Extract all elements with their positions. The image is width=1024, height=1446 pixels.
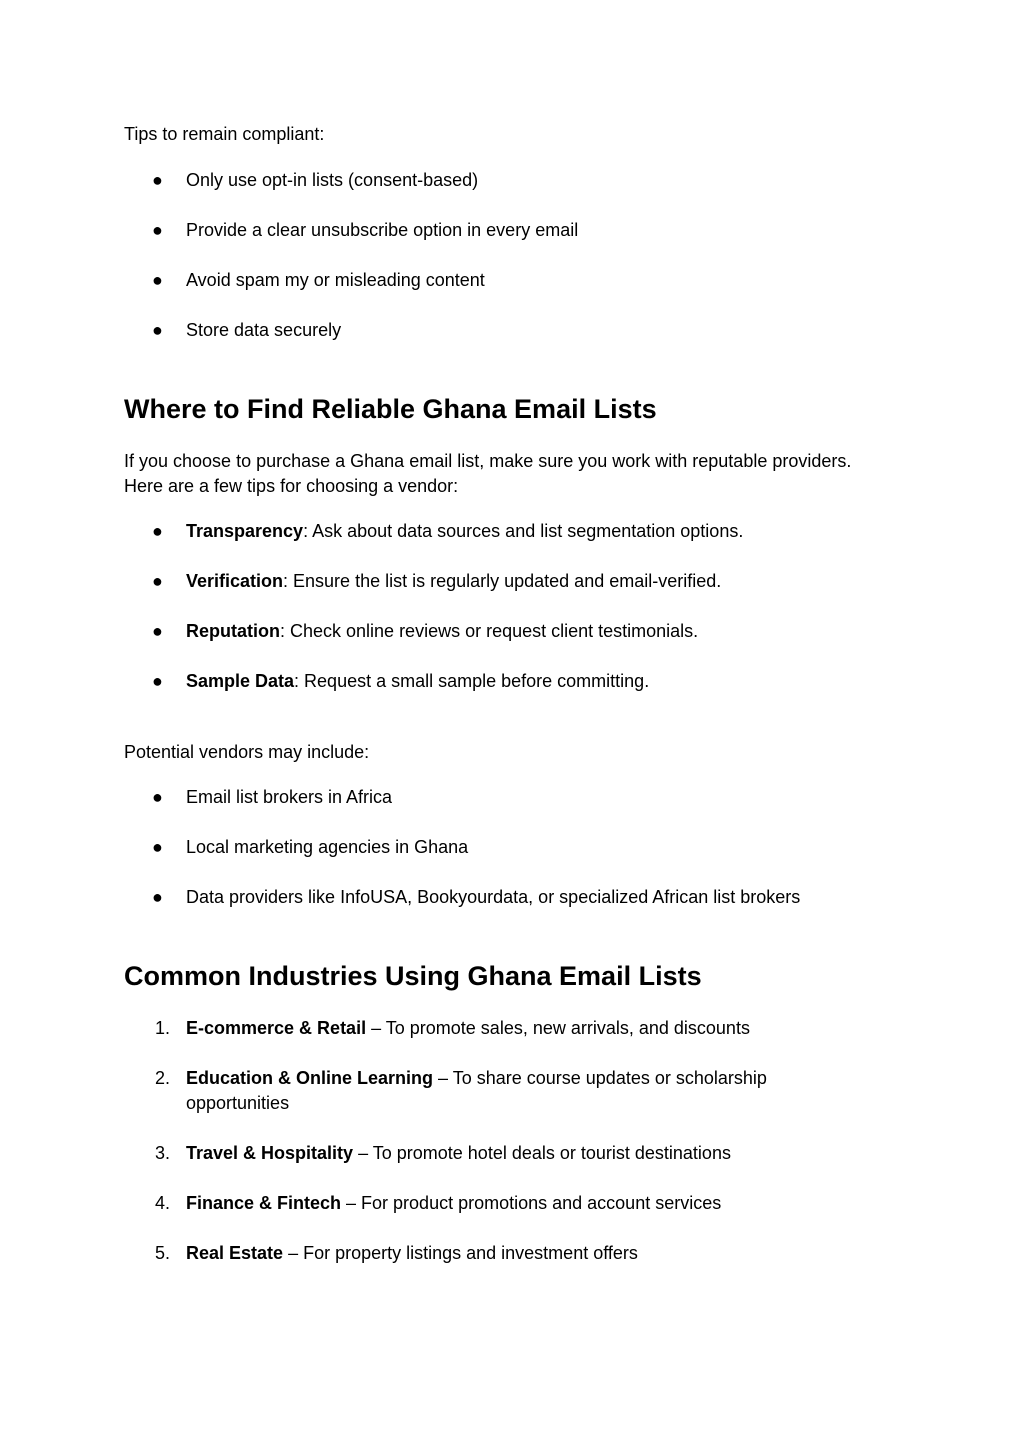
term-description: : Ask about data sources and list segmentation options. [303, 521, 744, 541]
term-description: : Request a small sample before committing. [294, 671, 650, 691]
list-item-text: Local marketing agencies in Ghana [186, 837, 469, 857]
list-item-text: Store data securely [186, 320, 342, 340]
bullet-icon: ● [152, 320, 163, 340]
section-heading: Where to Find Reliable Ghana Email Lists [124, 394, 657, 424]
list-item-text: Avoid spam my or misleading content [186, 270, 485, 290]
body-paragraph-line: If you choose to purchase a Ghana email list, make sure you work with reputable providers. [124, 451, 852, 471]
term-bold: Real Estate [186, 1243, 284, 1263]
list-number: 5. [155, 1243, 171, 1263]
list-item-text [186, 569, 906, 594]
list-item-text: Provide a clear unsubscribe option in every email [186, 220, 579, 240]
list-number: 3. [155, 1143, 171, 1163]
bullet-icon: ● [152, 521, 163, 541]
term-bold: Travel & Hospitality [186, 1143, 354, 1163]
term-description: : Ensure the list is regularly updated and email-verified. [283, 571, 722, 591]
term-bold: E-commerce & Retail [186, 1018, 367, 1038]
bullet-icon: ● [152, 671, 163, 691]
list-item-text [186, 519, 906, 544]
list-number: 4. [155, 1193, 171, 1213]
list-item-text: Email list brokers in Africa [186, 787, 393, 807]
list-item-text [186, 619, 906, 644]
term-description: : Check online reviews or request client testimonials. [280, 621, 699, 641]
intro-paragraph: Tips to remain compliant: [124, 124, 325, 144]
term-description-continued: opportunities [186, 1093, 290, 1113]
list-item-text [186, 1016, 906, 1041]
list-item-text [186, 1066, 906, 1116]
term-bold: Reputation [186, 621, 280, 641]
body-paragraph-line: Here are a few tips for choosing a vendor: [124, 476, 459, 496]
list-number: 1. [155, 1018, 171, 1038]
term-description: – To promote hotel deals or tourist destinations [353, 1143, 731, 1163]
list-number: 2. [155, 1068, 171, 1088]
bullet-icon: ● [152, 270, 163, 290]
term-description: – To promote sales, new arrivals, and discounts [366, 1018, 750, 1038]
term-bold: Sample Data [186, 671, 295, 691]
bullet-icon: ● [152, 621, 163, 641]
list-item-text [186, 1241, 906, 1266]
term-bold: Verification [186, 571, 284, 591]
bullet-icon: ● [152, 170, 163, 190]
list-item-text [186, 1141, 906, 1166]
term-bold: Finance & Fintech [186, 1193, 342, 1213]
list-item-text: Data providers like InfoUSA, Bookyourdata, or specialized African list brokers [186, 887, 801, 907]
bullet-icon: ● [152, 787, 163, 807]
bullet-icon: ● [152, 887, 163, 907]
bullet-icon: ● [152, 837, 163, 857]
list-item-text: Only use opt-in lists (consent-based) [186, 170, 479, 190]
term-description: – For product promotions and account services [341, 1193, 722, 1213]
term-description: – To share course updates or scholarship [433, 1068, 767, 1088]
list-item-text [186, 669, 906, 694]
term-description: – For property listings and investment offers [283, 1243, 638, 1263]
bullet-icon: ● [152, 220, 163, 240]
section-heading: Common Industries Using Ghana Email Lists [124, 961, 702, 991]
bullet-icon: ● [152, 571, 163, 591]
body-paragraph: Potential vendors may include: [124, 742, 370, 762]
term-bold: Education & Online Learning [186, 1068, 434, 1088]
term-bold: Transparency [186, 521, 304, 541]
list-item-text [186, 1191, 906, 1216]
